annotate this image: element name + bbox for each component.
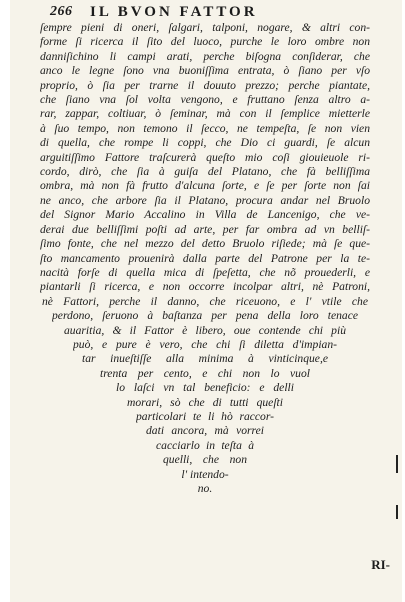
text-line: morari, sò che di tutti queſti (127, 395, 283, 409)
body-text (40, 21, 370, 496)
text-line: forme ſi ricerca il ſito del luoco, purche le loro ombre non (40, 35, 370, 49)
text-line: ne anco, che arbore ſia il Platano, procura andar nel Bruolo (40, 193, 370, 207)
margin-mark (396, 505, 398, 519)
text-line: particolari te li hò raccor- (136, 409, 274, 423)
book-page (10, 0, 402, 602)
text-line: auaritia, & il Fattor è libero, oue contende chi più (64, 323, 346, 337)
text-line: lo laſci vn tal beneficio: e delli (116, 381, 294, 395)
catchword: RI- (371, 557, 390, 572)
text-line: derai due belliſſimi poſti ad arte, per far ombra ad vn belliſ- (40, 222, 370, 236)
text-line: ſempre pieni di oneri, ſalgari, talponi, nogare, & altri con- (40, 21, 370, 34)
text-line: quelli, che non (163, 453, 247, 467)
page-header (50, 4, 350, 22)
text-line: arguitiſſimo Fattore traſcurerà queſto mio coſi giouieuole ri- (40, 150, 370, 164)
text-line: proprio, ò ſia per trarne il douuto prezzo; perche piantate, (40, 78, 370, 92)
text-line: ſimo fonte, che nel mezzo del detto Bruolo riſiede; mà ſe que- (40, 237, 370, 251)
page-number: 266 (50, 4, 73, 19)
text-line: à ſuo tempo, non temono il ſecco, ne tempeſta, ſe non vien (40, 121, 370, 135)
text-line: anco le legne ſono vna buoniſſima entrata, ò ſiano per vſo (40, 64, 370, 78)
text-line: dati ancora, mà vorrei (146, 424, 264, 438)
text-line: no. (197, 482, 213, 495)
text-line: rar, zappar, coltiuar, ò ſeminar, mà con il ſemplice mietterle (40, 107, 370, 121)
text-line: perdono, ſeruono à baſtanza per pena della loro tenace (52, 309, 358, 323)
text-line: l' intendo- (181, 467, 229, 481)
text-line: cordo, dirò, che ſia à guiſa del Platano, che fà belliſſima (40, 165, 370, 179)
text-line: ſto mancamento prouenirà dalla parte del Patrone per la te- (40, 251, 370, 265)
text-line: nacità forſe di quella mica di ſpeſetta, che nõ prouederli, e (40, 265, 370, 279)
text-line: ombra, mà non fà frutto d'alcuna ſorte, e ſe per ſorte non ſai (40, 179, 370, 193)
text-line: cacciarlo in teſta à (156, 438, 254, 452)
text-line: tar inueſtiſſe alla minima à vinticinque,e (82, 352, 328, 366)
text-line: trenta per cento, e chi non lo vuol (100, 366, 310, 380)
text-line: del Signor Mario Accalino in Villa de Lancenigo, che ve- (40, 208, 370, 222)
text-line: nè Fattori, perche il danno, che riceuono, e l' vtile che (42, 294, 368, 308)
margin-mark (396, 455, 398, 473)
running-head: IL BVON FATTOR (90, 4, 258, 20)
text-line: piantarli ſi ricerca, e non occorre incolpar altri, nè Patroni, (40, 280, 370, 294)
text-line: di quella, che rompe li coppi, che Dio ci guardi, ſe alcun (40, 136, 370, 150)
text-line: che ſiano vna ſol volta vengono, e fruttano ſenza altro a- (40, 93, 370, 107)
text-line: può, e pure è vero, che chi ſi diletta d'impian- (73, 337, 337, 351)
text-line: danniſichino li campi arati, perche biſogna conſiderar, che (40, 49, 370, 63)
